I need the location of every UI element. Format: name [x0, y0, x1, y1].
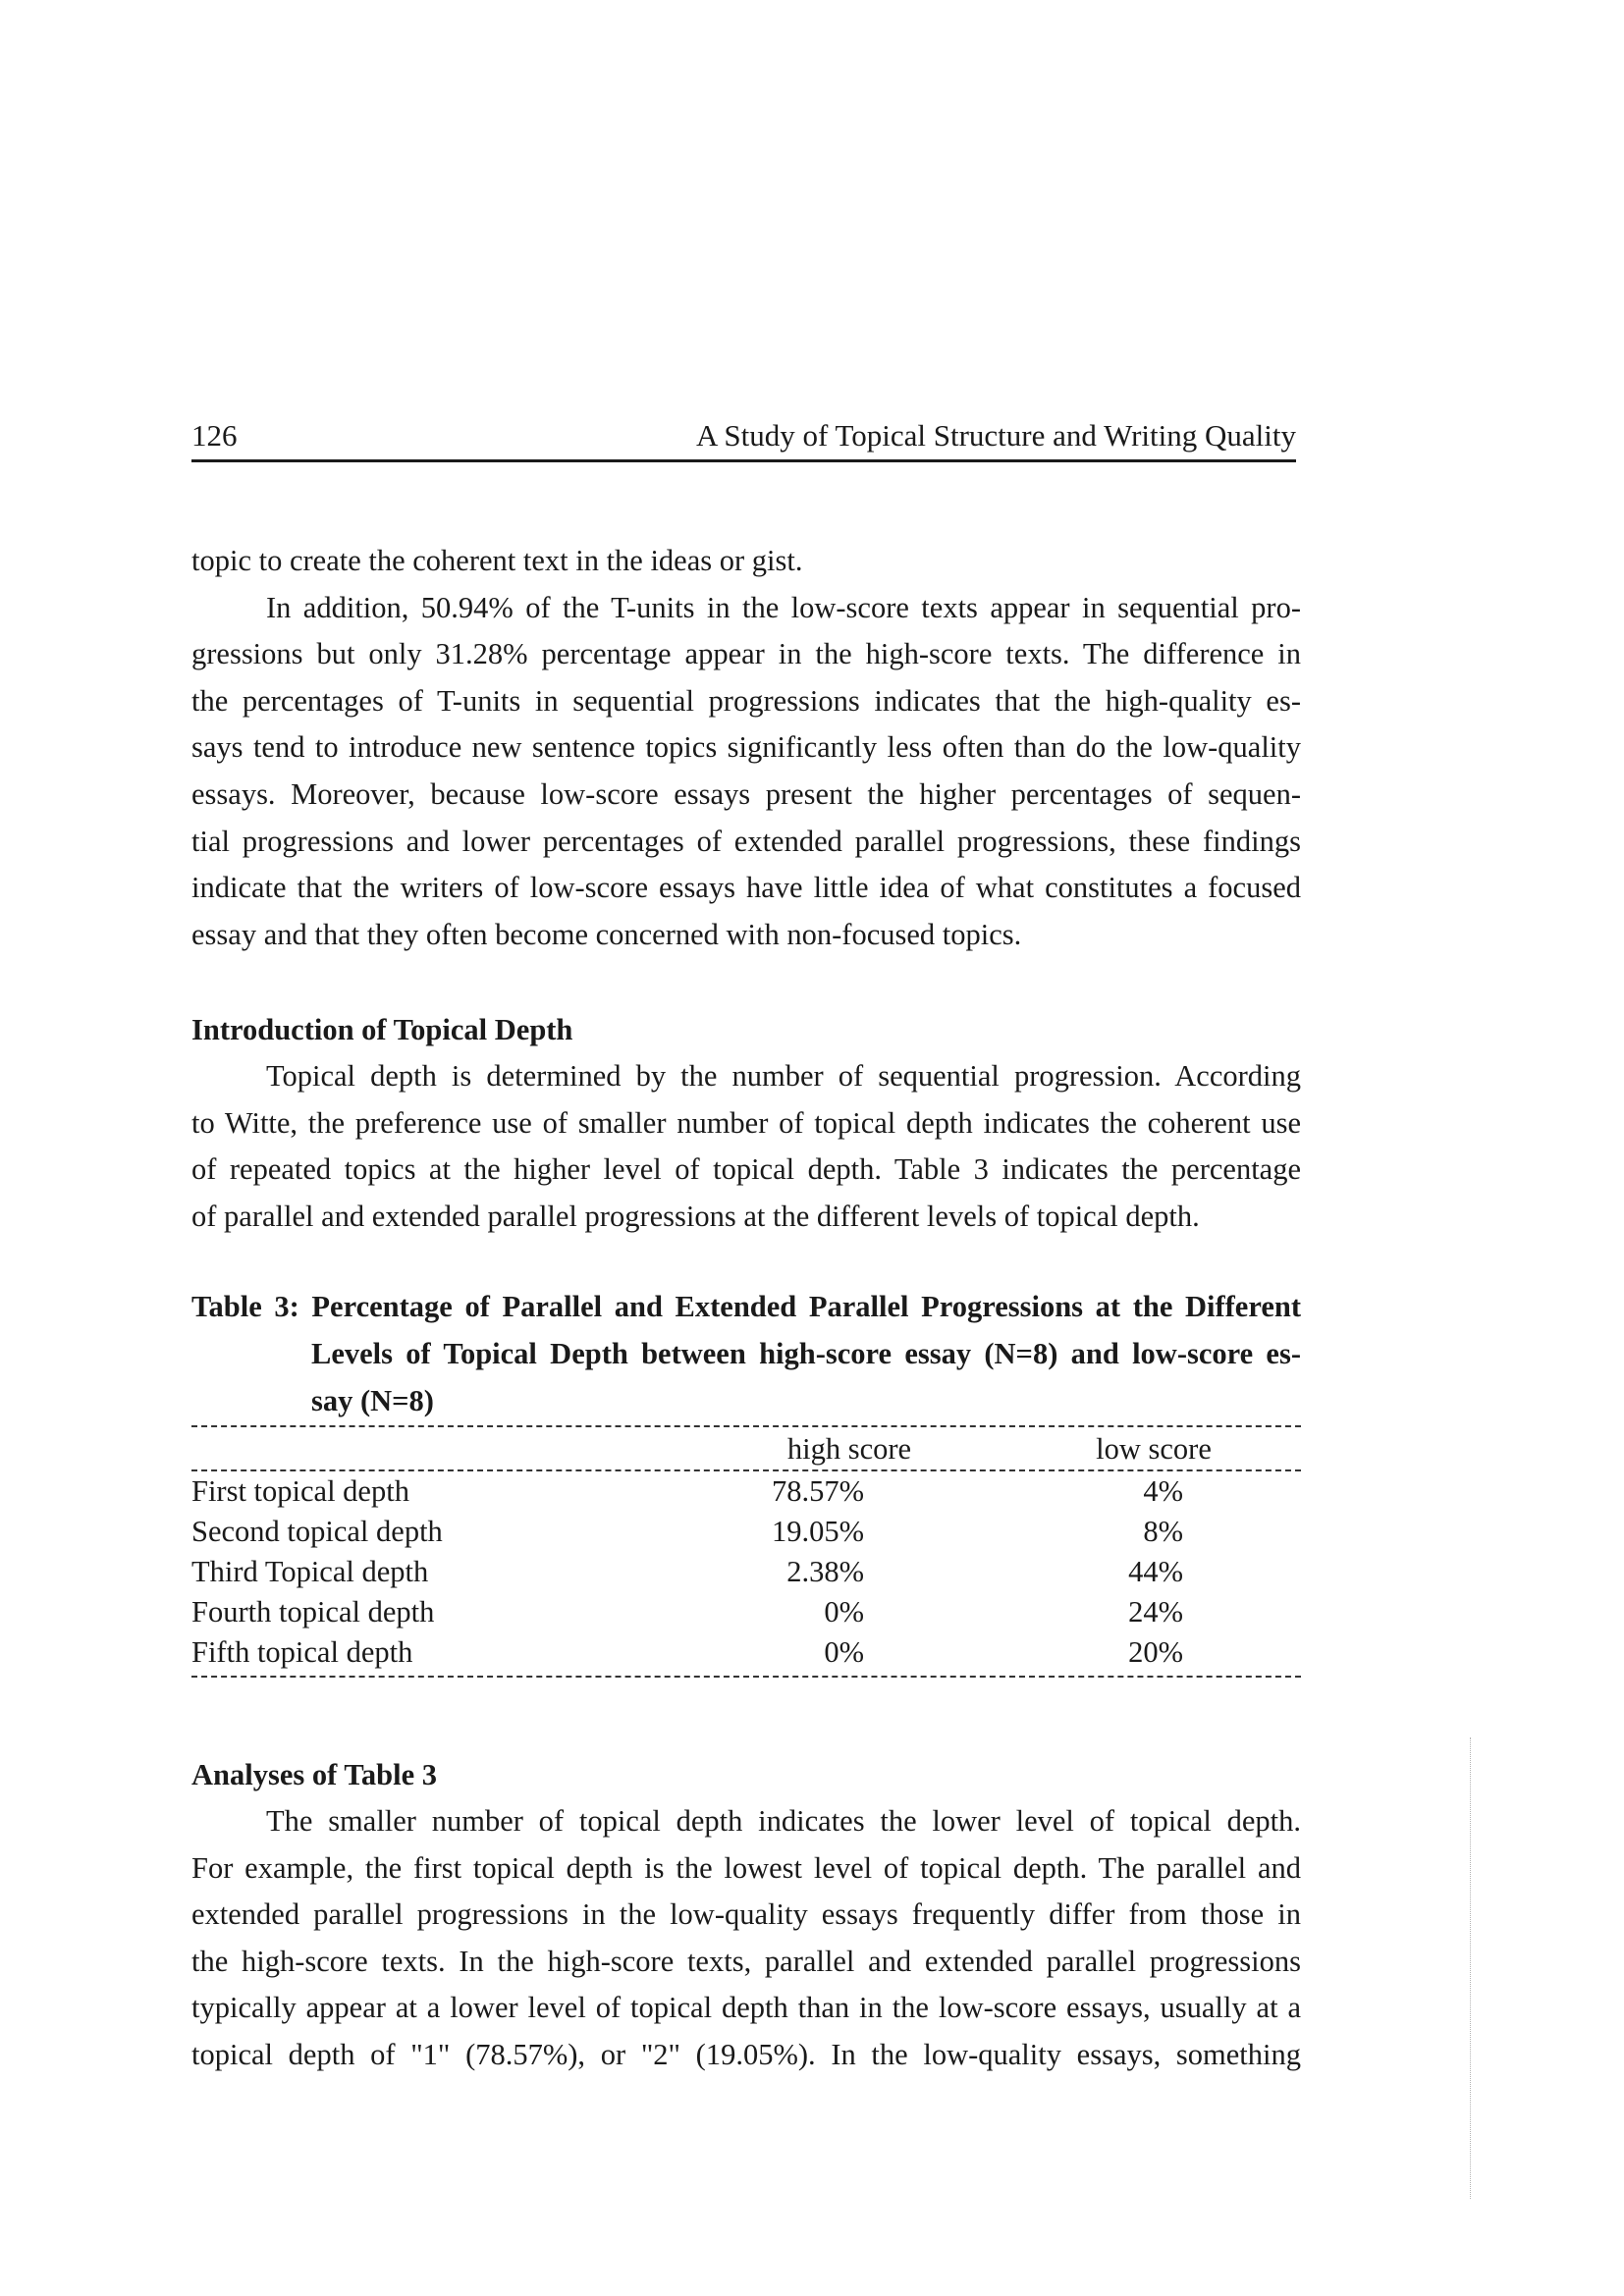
- table-row: [191, 1512, 1301, 1552]
- text-line: the percentages of T-units in sequential progressions indicates that the high-quality es-: [191, 683, 1301, 718]
- text-line: of parallel and extended parallel progressions at the different levels of topical depth.: [191, 1199, 1200, 1233]
- text-line: says tend to introduce new sentence topics significantly less often than do the low-quality: [191, 730, 1301, 765]
- table-row: [191, 1552, 1301, 1592]
- row-label: Second topical depth: [191, 1515, 443, 1548]
- section-heading: Analyses of Table 3: [191, 1758, 437, 1791]
- row-label: Fifth topical depth: [191, 1635, 413, 1669]
- text-line: tial progressions and lower percentages of extended parallel progressions, these findings: [191, 824, 1301, 858]
- caption-line: Table 3: Percentage of Parallel and Extended Parallel Progressions at the Different: [191, 1290, 1301, 1323]
- page-number: 126: [191, 418, 238, 453]
- text-line: topic to create the coherent text in the ideas or gist.: [191, 544, 803, 577]
- cell-high-score: 2.38%: [786, 1555, 864, 1588]
- text-line: For example, the first topical depth is the lowest level of topical depth. The parallel and: [191, 1850, 1301, 1885]
- section-paragraph: [191, 1053, 1301, 1240]
- column-header-high-score: high score: [786, 1432, 912, 1466]
- table-header-row: [191, 1429, 1301, 1469]
- column-header-low-score: low score: [1096, 1432, 1212, 1466]
- text-line: Topical depth is determined by the number of sequential progression. According: [266, 1059, 1301, 1093]
- text-line: to Witte, the preference use of smaller number of topical depth indicates the coherent use: [191, 1105, 1301, 1140]
- row-label: First topical depth: [191, 1474, 409, 1508]
- cell-low-score: 20%: [1128, 1635, 1183, 1669]
- body-paragraph-top: [191, 538, 1301, 958]
- section-paragraph: [191, 1798, 1301, 2079]
- section-heading: Introduction of Topical Depth: [191, 1013, 573, 1046]
- table-row: [191, 1632, 1301, 1673]
- cell-low-score: 8%: [1143, 1515, 1183, 1548]
- cell-low-score: 24%: [1128, 1595, 1183, 1629]
- table-rule-top: [191, 1425, 1301, 1427]
- text-line: indicate that the writers of low-score essays have little idea of what constitutes a focused: [191, 871, 1301, 905]
- caption-line: say (N=8): [311, 1384, 434, 1417]
- scan-artifact: [1470, 1737, 1471, 2199]
- row-label: Third Topical depth: [191, 1555, 429, 1588]
- table-caption: [191, 1283, 1301, 1424]
- cell-high-score: 19.05%: [771, 1515, 864, 1548]
- text-line: The smaller number of topical depth indicates the lower level of topical depth.: [266, 1804, 1301, 1838]
- text-line: of repeated topics at the higher level of topical depth. Table 3 indicates the percentage: [191, 1152, 1301, 1187]
- table-row: [191, 1471, 1301, 1512]
- text-line: gressions but only 31.28% percentage appear in the high-score texts. The difference in: [191, 637, 1301, 671]
- cell-low-score: 44%: [1128, 1555, 1183, 1588]
- cell-high-score: 0%: [824, 1635, 864, 1669]
- row-label: Fourth topical depth: [191, 1595, 435, 1629]
- cell-high-score: 78.57%: [771, 1474, 864, 1508]
- cell-high-score: 0%: [824, 1595, 864, 1629]
- text-line: extended parallel progressions in the low-quality essays frequently differ from those in: [191, 1897, 1301, 1932]
- cell-low-score: 4%: [1143, 1474, 1183, 1508]
- text-line: essays. Moreover, because low-score essays present the higher percentages of sequen-: [191, 776, 1301, 811]
- text-line: In addition, 50.94% of the T-units in the low-score texts appear in sequential pro-: [266, 590, 1301, 624]
- page-header: [191, 412, 1296, 462]
- text-line: typically appear at a lower level of topical depth than in the low-score essays, usually at a: [191, 1991, 1301, 2025]
- caption-line: Levels of Topical Depth between high-score essay (N=8) and low-score es-: [311, 1337, 1301, 1370]
- text-line: topical depth of "1" (78.57%), or "2" (19.05%). In the low-quality essays, something: [191, 2037, 1301, 2071]
- text-line: the high-score texts. In the high-score texts, parallel and extended parallel progressions: [191, 1944, 1301, 1978]
- table-row: [191, 1592, 1301, 1632]
- table-rule-bottom: [191, 1676, 1301, 1678]
- text-line: essay and that they often become concerned with non-focused topics.: [191, 917, 1022, 951]
- running-title: A Study of Topical Structure and Writing Quality: [695, 418, 1296, 453]
